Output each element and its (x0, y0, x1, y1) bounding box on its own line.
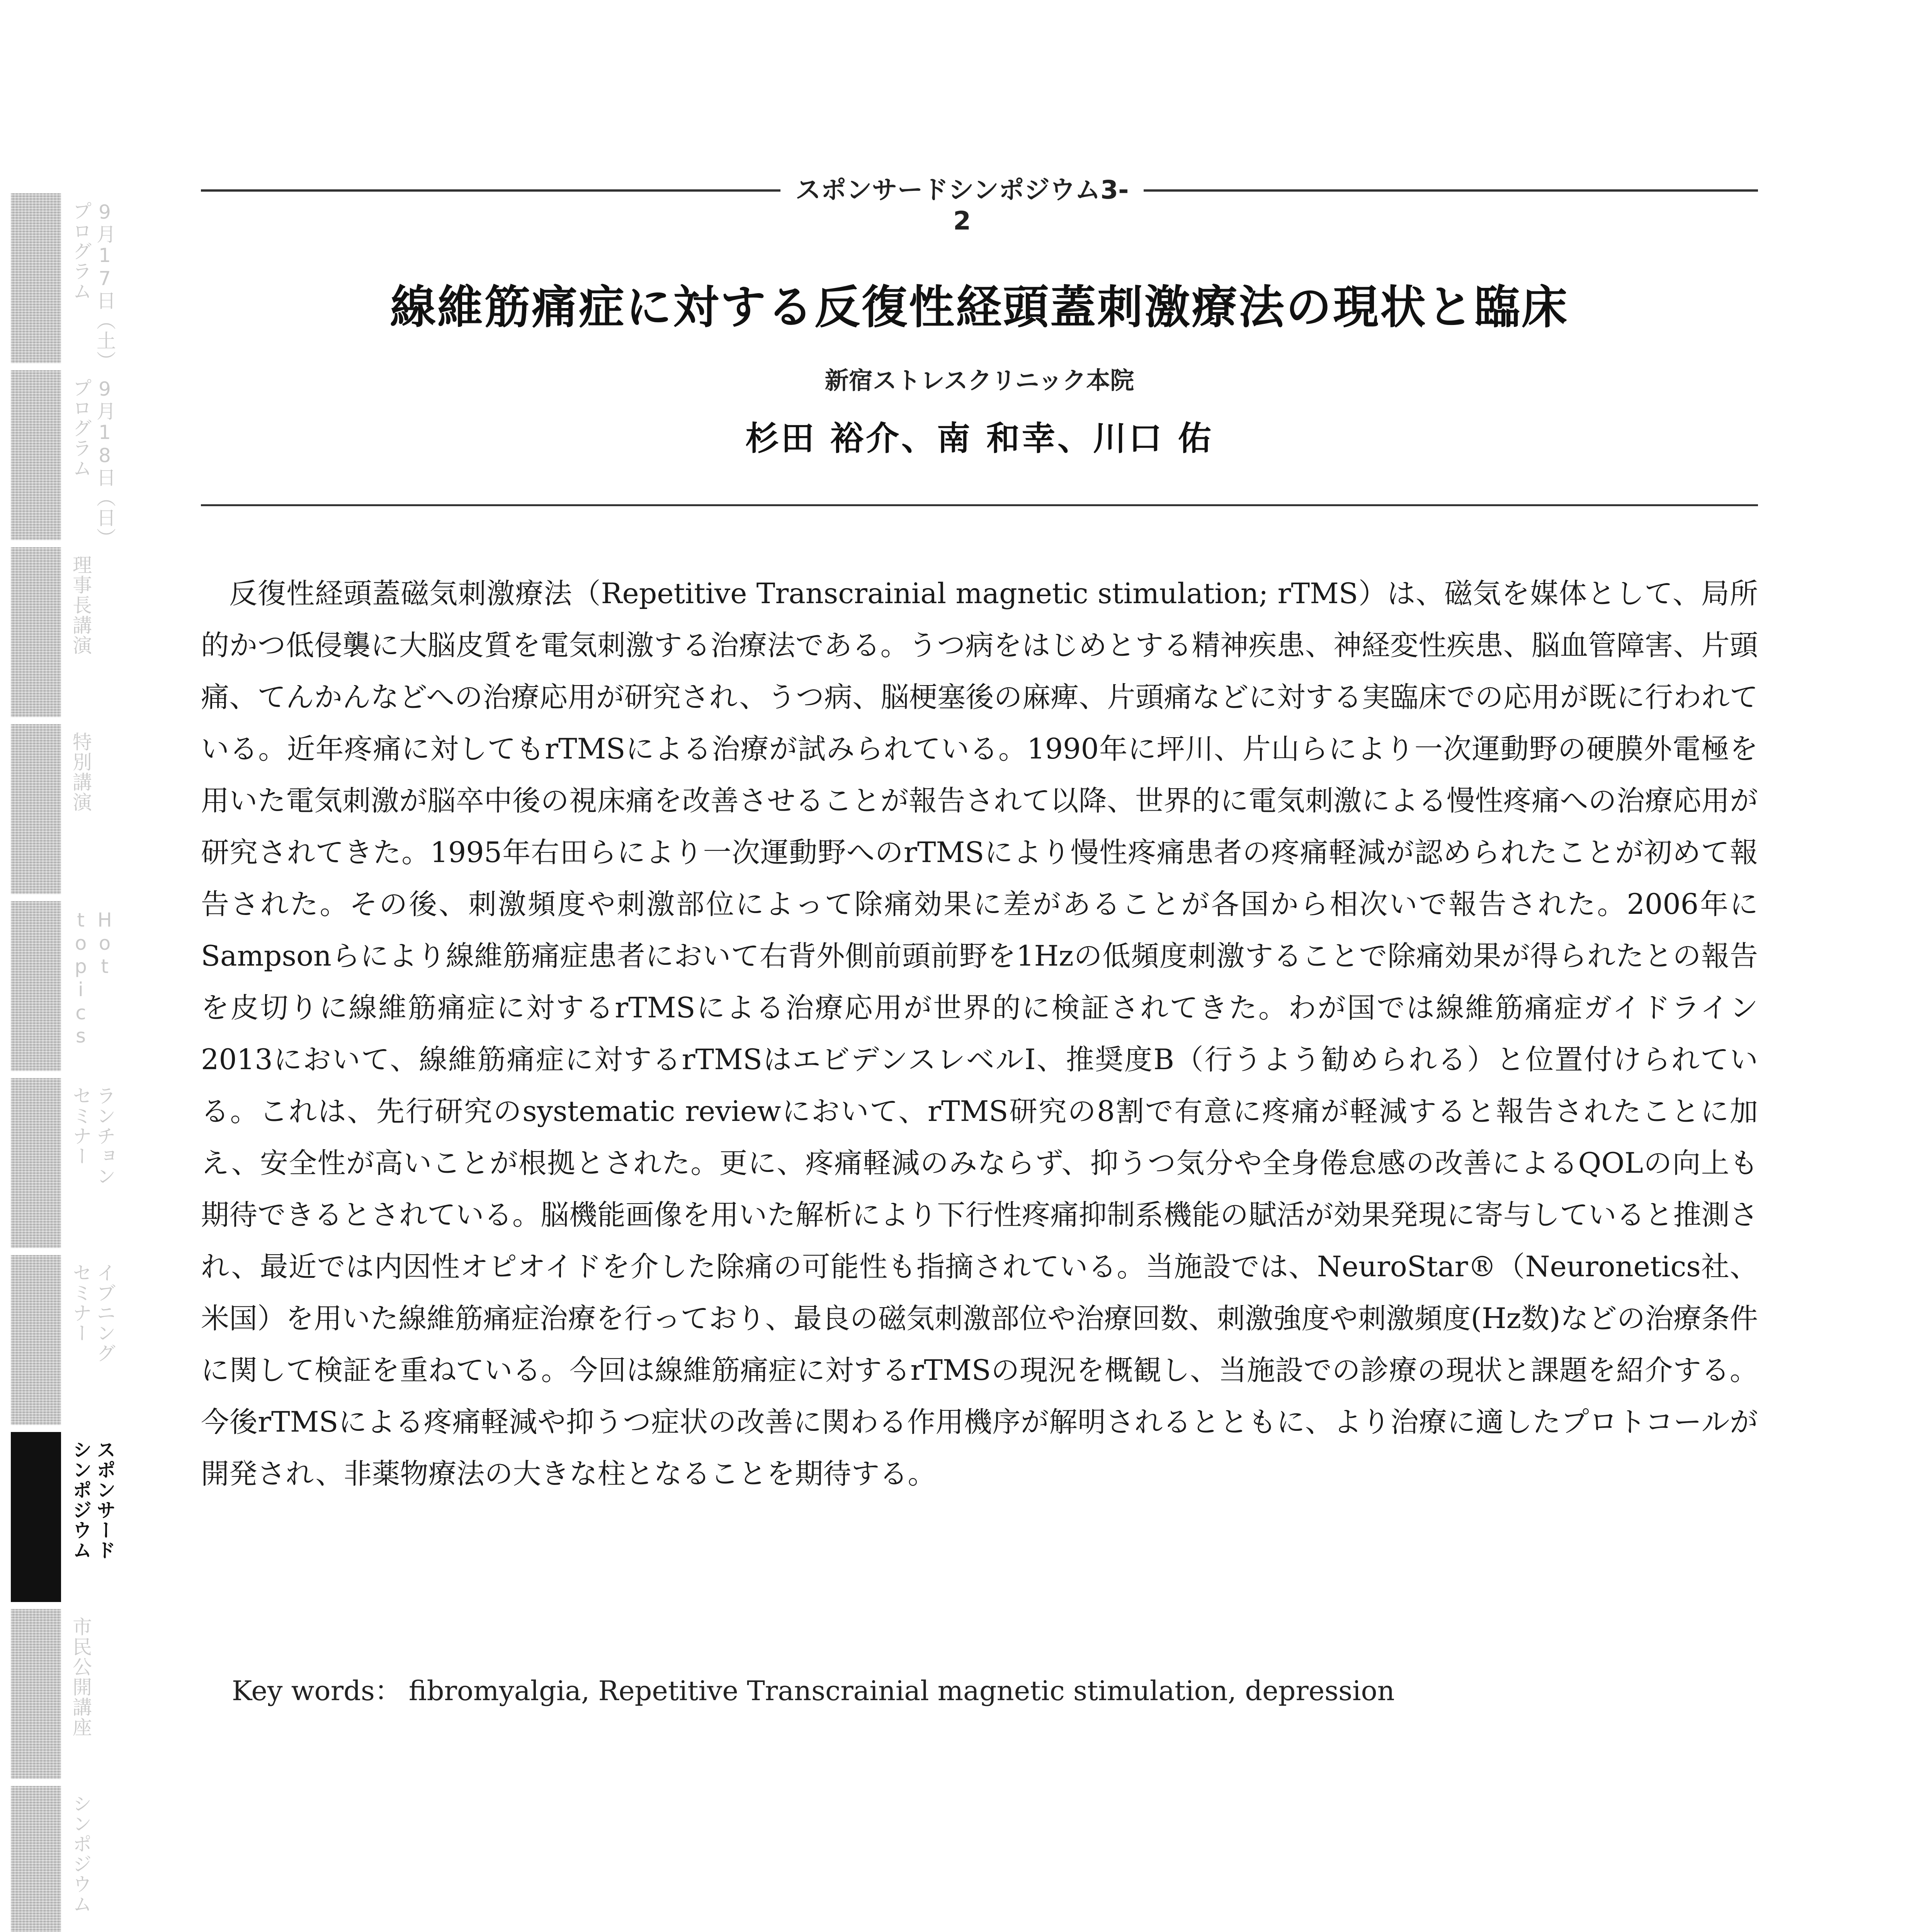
side-index-label: 理事長講演 (70, 555, 92, 655)
keywords-list: fibromyalgia, Repetitive Transcrainial magnetic stimulation, depression (408, 1675, 1395, 1707)
abstract-text: 反復性経頭蓋磁気刺激療法（Repetitive Transcrainial magnetic stimulation; rTMS）は、磁気を媒体として、局所的かつ低侵襲に大脳皮質を電気刺激する治療法である。うつ病をはじめとする精神疾患、神経変性疾患、脳血管障害、片頭痛、てんかんなどへの治療応用が研究され、うつ病、脳梗塞後の麻痺、片頭痛などに対する実臨床での応用が既に行われている。近年疼痛に対してもrTMSによる治療が試みられている。1990年に坪川、片山らにより一次運動野の硬膜外電極を用いた電気刺激が脳卒中後の視床痛を改善させることが報告されて以降、世界的に電気刺激による慢性疼痛への治療応用が研究されてきた。1995年右田らにより一次運動野へのrTMSにより慢性疼痛患者の疼痛軽減が認められたことが初めて報告された。その後、刺激頻度や刺激部位によって除痛効果に差があることが各国から相次いで報告された。2006年にSampsonらにより線維筋痛症患者において右背外側前頭前野を1Hzの低頻度刺激することで除痛効果が得られたとの報告を皮切りに線維筋痛症に対するrTMSによる治療応用が世界的に検証されてきた。わが国では線維筋痛症ガイドライン2013において、線維筋痛症に対するrTMSはエビデンスレベルⅠ、推奨度B（行うよう勧められる）と位置付けられている。これは、先行研究のsystematic reviewにおいて、rTMS研究の8割で有意に疼痛が軽減すると報告されたことに加え、安全性が高いことが根拠とされた。更に、疼痛軽減のみならず、抑うつ気分や全身倦怠感の改善によるQOLの向上も期待できるとされている。脳機能画像を用いた解析により下行性疼痛抑制系機能の賦活が効果発現に寄与していると推測され、最近では内因性オピオイドを介した除痛の可能性も指摘されている。当施設では、NeuroStar®（Neuronetics社、米国）を用いた線維筋痛症治療を行っており、最良の磁気刺激部位や治療回数、刺激強度や刺激頻度(Hz数)などの治療条件に関して検証を重ねている。今回は線維筋痛症に対するrTMSの現況を概観し、当施設での診療の現状と課題を紹介する。今後rTMSによる疼痛軽減や抑うつ症状の改善に関わる作用機序が解明されるとともに、より治療に適したプロトコールが開発され、非薬物療法の大きな柱となることを期待する。 (201, 577, 1758, 1490)
side-index-label: Hot topics (70, 909, 116, 1048)
side-index-tab (11, 547, 61, 717)
side-index-tab (11, 901, 61, 1071)
keywords-label: Key words： (232, 1675, 402, 1707)
side-index-tab (11, 1609, 61, 1779)
side-index-tab (11, 370, 61, 540)
side-index-tab (11, 724, 61, 894)
side-index-label: イブニング セミナー (70, 1263, 116, 1363)
keywords (232, 1669, 1739, 1708)
title-rule (201, 504, 1758, 506)
side-index-tab (11, 1255, 61, 1425)
side-index-tab (11, 1078, 61, 1248)
paper-title: 線維筋痛症に対する反復性経頭蓋刺激療法の現状と臨床 (390, 280, 1569, 334)
side-index-tab (11, 1786, 61, 1932)
side-index-label: 9月17日（土） プログラム (70, 201, 116, 371)
header-rule-right (1144, 189, 1758, 192)
affiliation: 新宿ストレスクリニック本院 (825, 366, 1134, 395)
header-rule-left (201, 189, 780, 192)
side-index-label: 特別講演 (70, 732, 92, 812)
authors: 杉田 裕介、南 和幸、川口 佑 (745, 419, 1214, 458)
section-title: スポンサードシンポジウム3-2 (795, 175, 1129, 236)
side-index-label: スポンサード シンポジウム (70, 1440, 116, 1560)
side-index-label: 9月18日（日） プログラム (70, 378, 116, 548)
side-index-tab (11, 1432, 61, 1602)
side-index-tab (11, 193, 61, 363)
side-index-label: シンポジウム (70, 1794, 92, 1914)
side-index-label: 市民公開講座 (70, 1617, 92, 1737)
side-index-label: ランチョン セミナー (70, 1086, 116, 1186)
